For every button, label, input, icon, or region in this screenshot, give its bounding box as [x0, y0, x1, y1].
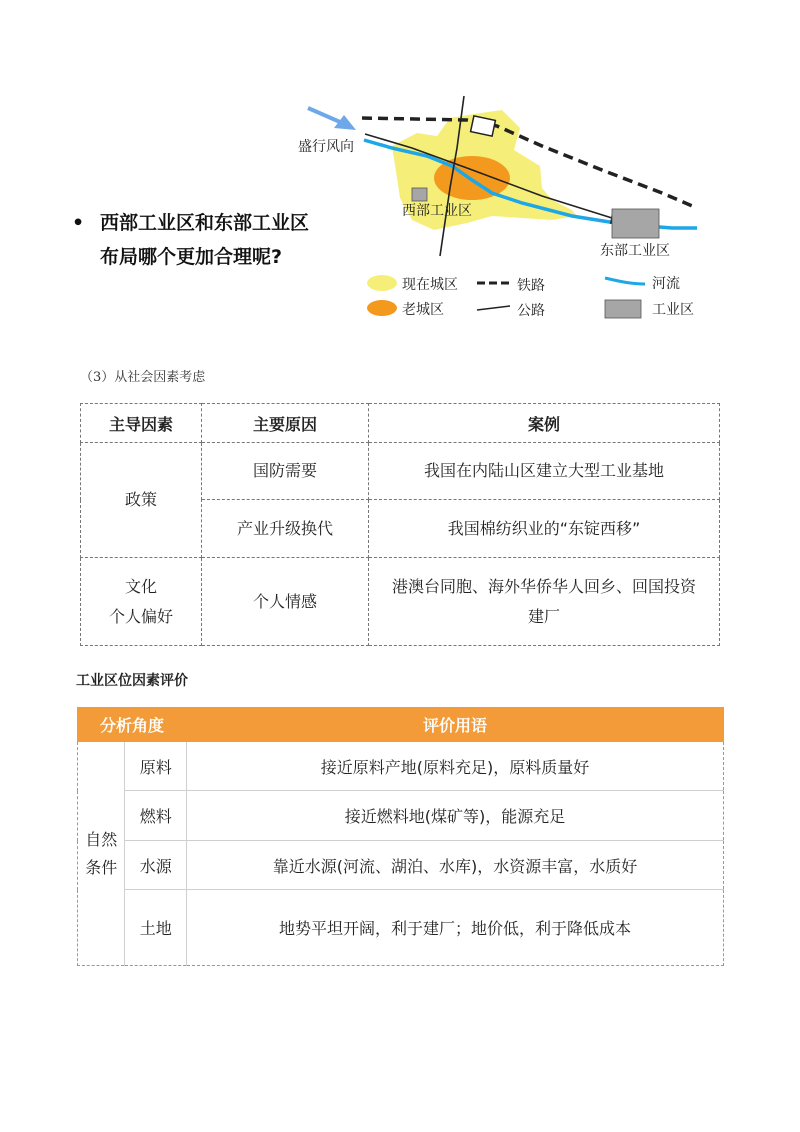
legend-river: 河流 — [652, 276, 680, 292]
east-industrial-label: 东部工业区 — [600, 243, 670, 259]
legend-river-swatch — [605, 278, 645, 284]
factor-policy: 政策 — [81, 443, 202, 558]
reason-cell: 国防需要 — [202, 443, 369, 500]
section-3-title: （3）从社会因素考虑 — [80, 370, 206, 385]
west-industrial-label: 西部工业区 — [402, 203, 472, 219]
table-row — [81, 443, 720, 500]
legend-current-city: 现在城区 — [402, 277, 458, 293]
factor-culture-line2: 个人偏好 — [108, 606, 173, 626]
group-natural-conditions — [78, 742, 125, 966]
evaluation-cell: 接近原料产地(原料充足)，原料质量好 — [187, 742, 724, 791]
table-row — [78, 791, 724, 841]
bullet-mark: • — [72, 212, 85, 234]
case-cell: 我国在内陆山区建立大型工业基地 — [369, 443, 720, 500]
wind-arrow — [308, 108, 340, 122]
evaluation-cell: 靠近水源(河流、湖泊、水库)，水资源丰富，水质好 — [187, 841, 724, 890]
station-box — [471, 116, 496, 136]
reason-cell: 产业升级换代 — [202, 500, 369, 558]
evaluation-cell: 地势平坦开阔，利于建厂；地价低，利于降低成本 — [187, 890, 724, 966]
factor-culture — [81, 558, 202, 646]
east-industrial-block — [612, 209, 659, 238]
legend-road: 公路 — [517, 303, 545, 319]
evaluation-title: 工业区位因素评价 — [76, 673, 188, 689]
case-line2: 建厂 — [527, 606, 560, 626]
header-angle: 分析角度 — [78, 708, 187, 742]
group-line2: 条件 — [85, 857, 118, 877]
legend-industrial: 工业区 — [652, 302, 694, 318]
factor-cell: 水源 — [125, 841, 187, 890]
legend-city-swatch — [367, 275, 397, 291]
table-row — [78, 841, 724, 890]
location-evaluation-table — [77, 707, 724, 966]
wind-label: 盛行风向 — [298, 139, 354, 155]
legend-oldcity-swatch — [367, 300, 397, 316]
legend-road-swatch — [477, 306, 510, 310]
case-cell — [369, 558, 720, 646]
evaluation-cell: 接近燃料地(煤矿等)，能源充足 — [187, 791, 724, 841]
table-row — [78, 890, 724, 966]
question-line-2: 布局哪个更加合理呢? — [100, 246, 283, 268]
table-header-row — [78, 708, 724, 742]
legend-industrial-swatch — [605, 300, 641, 318]
factor-cell: 原料 — [125, 742, 187, 791]
case-line1: 港澳台同胞、海外华侨华人回乡、回国投资 — [391, 576, 696, 596]
header-main-factor: 主导因素 — [81, 404, 202, 443]
table-row — [78, 742, 724, 791]
question-line-1: 西部工业区和东部工业区 — [100, 212, 310, 234]
header-main-reason: 主要原因 — [202, 404, 369, 443]
header-case: 案例 — [369, 404, 720, 443]
social-factors-table — [80, 403, 720, 646]
group-line1: 自然 — [85, 829, 118, 849]
table-header-row — [81, 404, 720, 443]
table-row — [81, 558, 720, 646]
header-terms: 评价用语 — [187, 708, 724, 742]
map-slide — [72, 88, 727, 333]
factor-cell: 土地 — [125, 890, 187, 966]
reason-cell: 个人情感 — [202, 558, 369, 646]
factor-cell: 燃料 — [125, 791, 187, 841]
factor-culture-line1: 文化 — [124, 576, 157, 596]
case-cell: 我国棉纺织业的“东锭西移” — [369, 500, 720, 558]
legend-old-city: 老城区 — [402, 302, 444, 318]
legend-railway: 铁路 — [517, 278, 545, 294]
